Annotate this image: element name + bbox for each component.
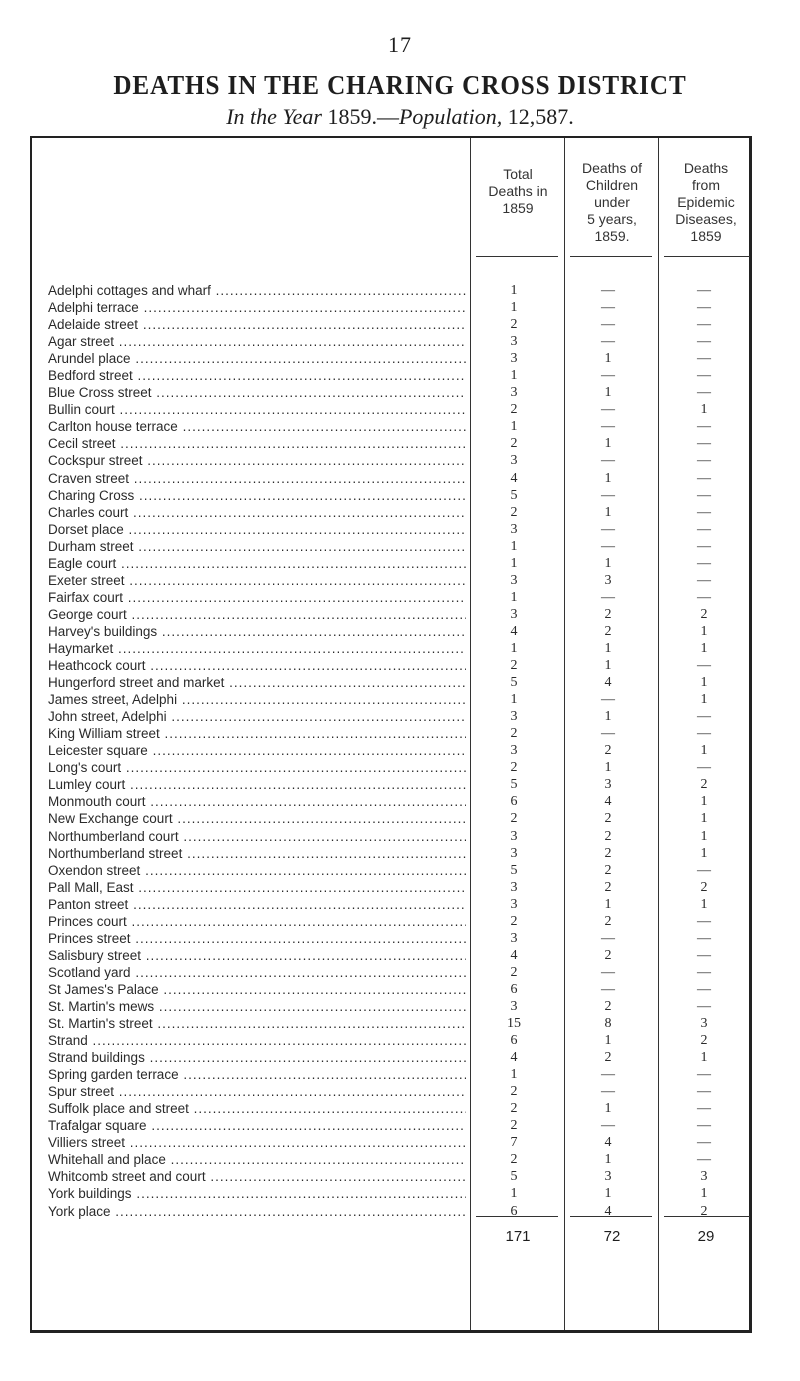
table-row [48,282,752,299]
row-epidemic-deaths: 1 [700,402,708,418]
row-epidemic-deaths: — [697,283,711,298]
row-street-name: Dorset place ..... [48,521,466,538]
table-row [48,1134,752,1151]
row-children-deaths: — [601,692,615,708]
row-street-name: Agar street ..... [48,333,466,350]
row-children-deaths: — [601,1067,615,1083]
row-total-deaths: 1 [510,692,518,708]
table-row [48,930,752,947]
row-total-deaths: 3 [510,896,518,912]
row-children-deaths: 1 [604,1101,612,1117]
row-total-deaths: 3 [510,879,518,895]
table-row [48,418,752,435]
row-epidemic-deaths: 2 [700,1033,708,1049]
row-children-deaths: 1 [604,896,612,912]
table-row [48,810,752,827]
subtitle-population-label: Population, [398,104,503,129]
page-number: 17 [388,32,412,57]
row-total-deaths: 2 [510,504,518,520]
header-children-deaths: Deaths of Children under 5 years, 1859. [582,160,642,244]
row-epidemic-deaths: — [697,436,711,452]
table-row [48,964,752,981]
row-children-deaths: — [601,726,615,742]
subtitle-year: 1859.— [327,104,399,129]
row-epidemic-deaths: — [697,930,711,946]
row-epidemic-deaths: 1 [700,743,708,759]
row-children-deaths: 1 [604,658,612,674]
row-total-deaths: 1 [510,300,518,316]
row-total-deaths: 3 [510,828,518,844]
row-total-deaths: 2 [510,317,518,333]
row-street-name: Harvey's buildings ..... [48,623,466,640]
table-row [48,623,752,640]
table-row [48,1049,752,1066]
row-street-name: Adelaide street ..... [48,316,466,333]
row-children-deaths: 4 [604,1203,612,1219]
table-row [48,333,752,350]
row-children-deaths: 4 [604,1135,612,1151]
row-street-name: King William street ..... [48,725,466,742]
row-total-deaths: 3 [510,709,518,725]
row-total-deaths: 3 [510,572,518,588]
total-rule [476,1216,558,1217]
table-row [48,657,752,674]
table-row [48,1032,752,1049]
row-children-deaths: 2 [604,879,612,895]
row-epidemic-deaths: — [697,487,711,503]
row-street-name: New Exchange court ..... [48,810,466,827]
row-children-deaths: — [601,981,615,997]
row-epidemic-deaths: 1 [700,794,708,810]
row-epidemic-deaths: — [697,1118,711,1134]
row-street-name: Bullin court ..... [48,401,466,418]
row-street-name: Bedford street ..... [48,367,466,384]
row-epidemic-deaths: 1 [700,675,708,691]
row-children-deaths: — [601,964,615,980]
table-row [48,793,752,810]
row-epidemic-deaths: 1 [700,1050,708,1066]
row-total-deaths: 3 [510,998,518,1014]
row-street-name: Cecil street ..... [48,435,466,452]
table-row [48,1185,752,1202]
row-epidemic-deaths: 2 [700,1203,708,1219]
table-row [48,401,752,418]
table-row [48,879,752,896]
row-total-deaths: 1 [510,368,518,384]
row-street-name: Craven street ..... [48,470,466,487]
row-epidemic-deaths: — [697,862,711,878]
row-street-name: Princes street ..... [48,930,466,947]
row-epidemic-deaths: — [697,998,711,1014]
row-epidemic-deaths: — [697,981,711,997]
children-deaths-sum: 72 [603,1228,621,1245]
row-epidemic-deaths: — [697,419,711,435]
row-children-deaths: 1 [604,504,612,520]
row-children-deaths: 1 [604,436,612,452]
row-total-deaths: 3 [510,453,518,469]
subtitle [0,104,800,130]
row-street-name: Haymarket ..... [48,640,466,657]
row-total-deaths: 2 [510,1084,518,1100]
table-row [48,845,752,862]
row-children-deaths: 1 [604,1186,612,1202]
row-epidemic-deaths: — [697,947,711,963]
row-street-name: Fairfax court ..... [48,589,466,606]
row-children-deaths: — [601,487,615,503]
row-total-deaths: 2 [510,964,518,980]
table-row [48,1100,752,1117]
row-epidemic-deaths: — [697,300,711,316]
table-row [48,1015,752,1032]
row-children-deaths: 2 [604,606,612,622]
subtitle-population-value: 12,587. [507,104,574,129]
row-street-name: St James's Palace ..... [48,981,466,998]
row-epidemic-deaths: 2 [700,606,708,622]
row-total-deaths: 2 [510,1118,518,1134]
row-street-name: Spring garden terrace ..... [48,1066,466,1083]
row-epidemic-deaths: — [697,726,711,742]
row-epidemic-deaths: — [697,555,711,571]
row-epidemic-deaths: — [697,521,711,537]
row-children-deaths: 1 [604,1033,612,1049]
row-street-name: Strand buildings ..... [48,1049,466,1066]
row-total-deaths: 1 [510,555,518,571]
table-row [48,759,752,776]
table-row [48,555,752,572]
row-children-deaths: — [601,317,615,333]
row-children-deaths: — [601,521,615,537]
row-children-deaths: 1 [604,351,612,367]
table-row [48,725,752,742]
table-row [48,947,752,964]
row-street-name: Monmouth court ..... [48,793,466,810]
row-epidemic-deaths: — [697,1101,711,1117]
row-total-deaths: 6 [510,1203,518,1219]
row-children-deaths: 2 [604,913,612,929]
row-epidemic-deaths: 1 [700,845,708,861]
row-children-deaths: 2 [604,828,612,844]
row-epidemic-deaths: — [697,709,711,725]
row-street-name: Panton street ..... [48,896,466,913]
deaths-table [30,136,752,1333]
row-children-deaths: — [601,334,615,350]
row-total-deaths: 4 [510,470,518,486]
row-total-deaths: 1 [510,589,518,605]
row-total-deaths: 6 [510,981,518,997]
row-epidemic-deaths: 1 [700,1186,708,1202]
header-rule [664,256,750,257]
row-street-name: Durham street ..... [48,538,466,555]
row-total-deaths: 3 [510,521,518,537]
row-children-deaths: 1 [604,640,612,656]
row-total-deaths: 2 [510,1152,518,1168]
row-children-deaths: 2 [604,998,612,1014]
row-total-deaths: 6 [510,1033,518,1049]
row-epidemic-deaths: — [697,572,711,588]
table-row [48,487,752,504]
row-epidemic-deaths: — [697,589,711,605]
page-title: DEATHS IN THE CHARING CROSS DISTRICT [113,70,687,100]
row-street-name: Trafalgar square ..... [48,1117,466,1134]
header-total-deaths: Total Deaths in 1859 [488,166,548,216]
row-street-name: Adelphi terrace ..... [48,299,466,316]
row-epidemic-deaths: — [697,1067,711,1083]
row-children-deaths: 2 [604,947,612,963]
table-row [48,1117,752,1134]
row-street-name: Oxendon street ..... [48,862,466,879]
row-total-deaths: 5 [510,487,518,503]
row-total-deaths: 5 [510,675,518,691]
row-children-deaths: 4 [604,675,612,691]
row-epidemic-deaths: — [697,504,711,520]
row-street-name: Cockspur street ..... [48,452,466,469]
row-total-deaths: 1 [510,419,518,435]
row-total-deaths: 2 [510,760,518,776]
table-row [48,538,752,555]
row-children-deaths: — [601,453,615,469]
table-row [48,435,752,452]
total-rule [570,1216,652,1217]
table-row [48,998,752,1015]
row-total-deaths: 1 [510,640,518,656]
table-row [48,640,752,657]
table-row [48,521,752,538]
row-children-deaths: 1 [604,760,612,776]
row-street-name: Villiers street ..... [48,1134,466,1151]
table-body [48,282,752,1220]
row-epidemic-deaths: — [697,658,711,674]
row-children-deaths: 2 [604,811,612,827]
row-children-deaths: — [601,283,615,298]
table-row [48,828,752,845]
table-row [48,504,752,521]
row-epidemic-deaths: — [697,453,711,469]
row-street-name: Long's court ..... [48,759,466,776]
row-total-deaths: 3 [510,845,518,861]
row-epidemic-deaths: 1 [700,896,708,912]
row-total-deaths: 2 [510,811,518,827]
row-street-name: Blue Cross street ..... [48,384,466,401]
row-children-deaths: — [601,589,615,605]
table-row [48,606,752,623]
row-street-name: Charles court ..... [48,504,466,521]
row-epidemic-deaths: 1 [700,692,708,708]
row-epidemic-deaths: — [697,538,711,554]
table-row [48,742,752,759]
table-row [48,1151,752,1168]
table-row [48,350,752,367]
epidemic-deaths-sum: 29 [697,1228,715,1245]
row-total-deaths: 4 [510,623,518,639]
row-epidemic-deaths: 2 [700,879,708,895]
row-total-deaths: 5 [510,862,518,878]
row-street-name: Northumberland court ..... [48,828,466,845]
row-epidemic-deaths: 3 [700,1169,708,1185]
row-children-deaths: 1 [604,709,612,725]
total-deaths-sum: 171 [505,1228,531,1245]
table-row [48,470,752,487]
row-children-deaths: — [601,1118,615,1134]
row-children-deaths: 3 [604,777,612,793]
row-street-name: Princes court ..... [48,913,466,930]
row-street-name: Whitehall and place ..... [48,1151,466,1168]
row-total-deaths: 2 [510,726,518,742]
row-epidemic-deaths: — [697,385,711,401]
row-children-deaths: — [601,368,615,384]
table-row [48,299,752,316]
row-street-name: Adelphi cottages and wharf ..... [48,282,466,299]
row-street-name: Scotland yard ..... [48,964,466,981]
row-epidemic-deaths: — [697,1152,711,1168]
row-street-name: James street, Adelphi ..... [48,691,466,708]
row-epidemic-deaths: — [697,913,711,929]
row-street-name: Exeter street ..... [48,572,466,589]
row-total-deaths: 3 [510,606,518,622]
row-children-deaths: — [601,538,615,554]
row-epidemic-deaths: 1 [700,640,708,656]
table-row [48,589,752,606]
row-children-deaths: 1 [604,385,612,401]
row-total-deaths: 2 [510,402,518,418]
row-epidemic-deaths: — [697,964,711,980]
row-total-deaths: 3 [510,351,518,367]
row-total-deaths: 3 [510,334,518,350]
row-street-name: Charing Cross ..... [48,487,466,504]
row-total-deaths: 2 [510,1101,518,1117]
row-total-deaths: 4 [510,1050,518,1066]
row-children-deaths: — [601,300,615,316]
row-street-name: Arundel place ..... [48,350,466,367]
table-row [48,316,752,333]
row-epidemic-deaths: — [697,1084,711,1100]
header-epidemic-deaths: Deaths from Epidemic Diseases, 1859 [675,160,737,244]
row-children-deaths: 8 [604,1016,612,1032]
row-total-deaths: 4 [510,947,518,963]
row-epidemic-deaths: — [697,334,711,350]
table-row [48,776,752,793]
row-total-deaths: 5 [510,1169,518,1185]
row-total-deaths: 15 [507,1016,521,1032]
header-rule [476,256,558,257]
row-children-deaths: 1 [604,1152,612,1168]
row-epidemic-deaths: — [697,760,711,776]
row-children-deaths: 2 [604,743,612,759]
row-street-name: John street, Adelphi ..... [48,708,466,725]
row-total-deaths: 1 [510,283,518,298]
row-epidemic-deaths: — [697,351,711,367]
row-street-name: Eagle court ..... [48,555,466,572]
row-street-name: York buildings ..... [48,1185,466,1202]
row-street-name: George court ..... [48,606,466,623]
row-total-deaths: 1 [510,538,518,554]
row-street-name: Whitcomb street and court ..... [48,1168,466,1185]
row-total-deaths: 3 [510,743,518,759]
table-row [48,1066,752,1083]
table-row [48,913,752,930]
row-street-name: Pall Mall, East ..... [48,879,466,896]
row-street-name: Hungerford street and market ..... [48,674,466,691]
row-children-deaths: — [601,930,615,946]
row-total-deaths: 5 [510,777,518,793]
row-street-name: Carlton house terrace ..... [48,418,466,435]
row-street-name: Northumberland street ..... [48,845,466,862]
row-street-name: Lumley court ..... [48,776,466,793]
row-total-deaths: 7 [510,1135,518,1151]
table-row [48,572,752,589]
row-street-name: St. Martin's mews ..... [48,998,466,1015]
row-epidemic-deaths: — [697,368,711,384]
row-total-deaths: 3 [510,385,518,401]
row-street-name: Leicester square ..... [48,742,466,759]
row-children-deaths: — [601,419,615,435]
row-street-name: St. Martin's street ..... [48,1015,466,1032]
row-total-deaths: 2 [510,658,518,674]
table-row [48,1203,752,1220]
row-street-name: Suffolk place and street ..... [48,1100,466,1117]
row-children-deaths: — [601,402,615,418]
table-row [48,452,752,469]
row-children-deaths: 2 [604,1050,612,1066]
table-row [48,1168,752,1185]
row-street-name: York place ..... [48,1203,466,1220]
row-street-name: Salisbury street ..... [48,947,466,964]
row-children-deaths: 2 [604,845,612,861]
row-children-deaths: 2 [604,623,612,639]
row-children-deaths: 4 [604,794,612,810]
row-children-deaths: 1 [604,470,612,486]
row-total-deaths: 1 [510,1067,518,1083]
row-epidemic-deaths: 3 [700,1016,708,1032]
row-epidemic-deaths: 1 [700,828,708,844]
row-total-deaths: 6 [510,794,518,810]
row-total-deaths: 2 [510,436,518,452]
row-epidemic-deaths: — [697,317,711,333]
row-epidemic-deaths: 2 [700,777,708,793]
row-epidemic-deaths: — [697,470,711,486]
row-children-deaths: 3 [604,1169,612,1185]
total-rule [664,1216,750,1217]
row-children-deaths: 2 [604,862,612,878]
row-children-deaths: — [601,1084,615,1100]
row-epidemic-deaths: — [697,1135,711,1151]
table-row [48,691,752,708]
table-row [48,708,752,725]
table-row [48,674,752,691]
row-children-deaths: 1 [604,555,612,571]
row-street-name: Strand ..... [48,1032,466,1049]
row-street-name: Spur street ..... [48,1083,466,1100]
row-epidemic-deaths: 1 [700,811,708,827]
row-epidemic-deaths: 1 [700,623,708,639]
table-row [48,384,752,401]
table-row [48,981,752,998]
row-children-deaths: 3 [604,572,612,588]
table-row [48,896,752,913]
row-total-deaths: 3 [510,930,518,946]
row-street-name: Heathcock court ..... [48,657,466,674]
header-rule [570,256,652,257]
table-row [48,862,752,879]
row-total-deaths: 2 [510,913,518,929]
row-total-deaths: 1 [510,1186,518,1202]
subtitle-prefix: In the Year [226,104,322,129]
table-row [48,367,752,384]
table-row [48,1083,752,1100]
